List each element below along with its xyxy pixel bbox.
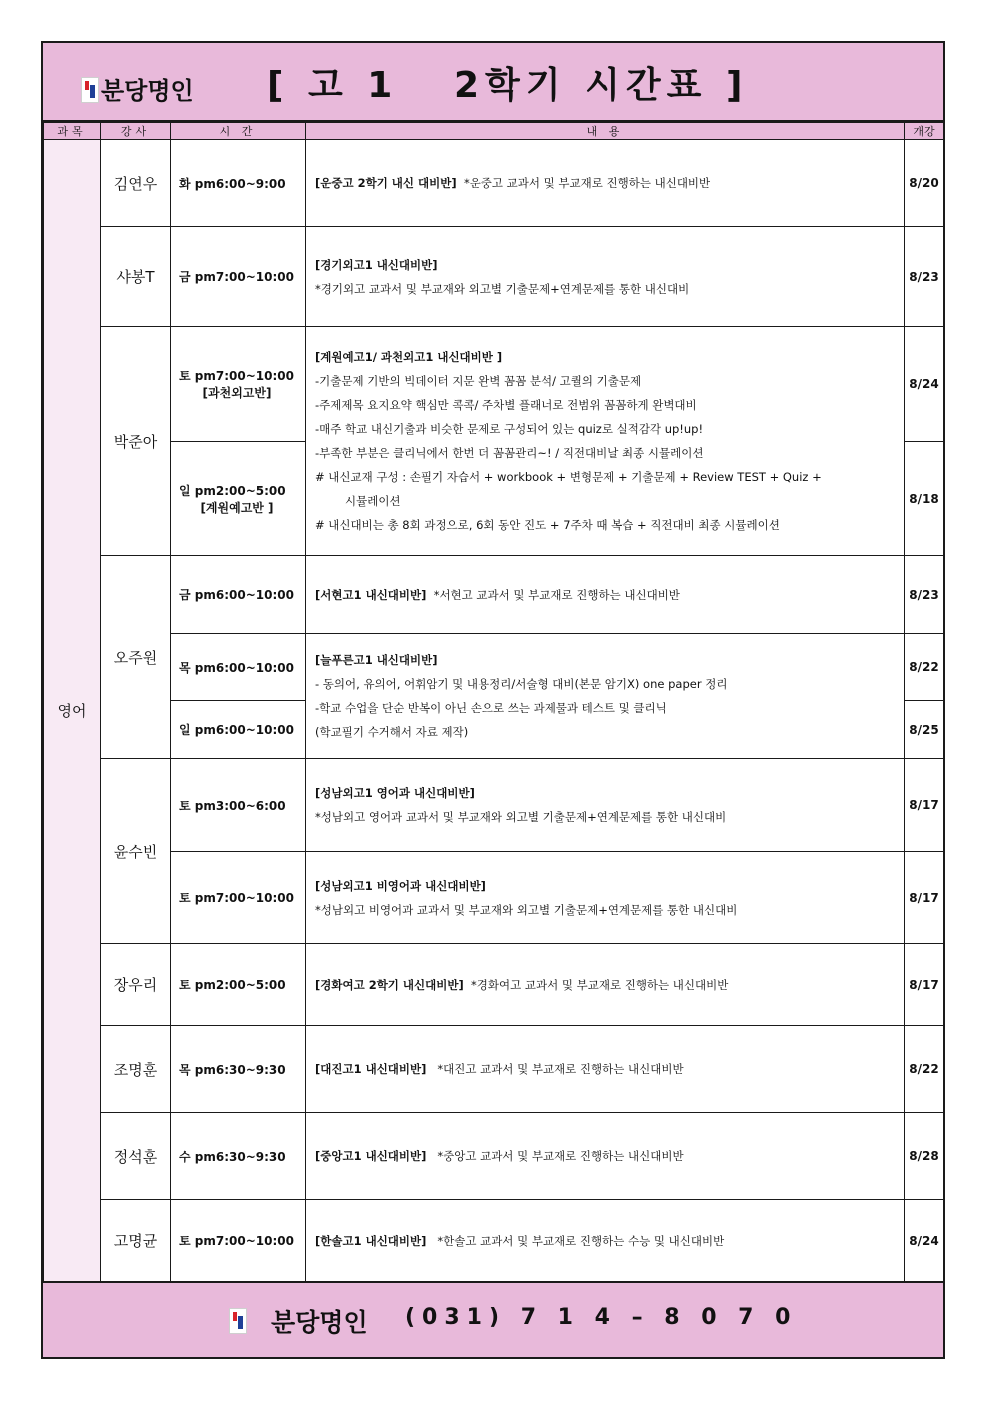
course-line: - 동의어, 유의어, 어휘암기 및 내용정리/서술형 대비(본문 암기X) one paper 정리 xyxy=(315,677,728,691)
subject-cell: 영어 xyxy=(44,140,101,1282)
content-cell xyxy=(306,327,905,556)
course-title: [대진고1 내신대비반] xyxy=(315,1062,427,1076)
time-cell: 토 pm3:00~6:00 xyxy=(171,759,306,852)
time-cell: 금 pm6:00~10:00 xyxy=(171,556,306,634)
open-date: 8/22 xyxy=(905,634,944,701)
footer xyxy=(43,1281,943,1357)
course-line: # 내신대비는 총 8회 과정으로, 6회 동안 진도 + 7주차 때 복습 + 직전대비 최종 시뮬레이션 xyxy=(315,518,780,532)
teacher-cell: 샤봉T xyxy=(101,227,171,327)
content-cell xyxy=(306,227,905,327)
page-title: [ 고 1 2학기 시간표 ] xyxy=(267,65,749,106)
teacher-cell: 정석훈 xyxy=(101,1113,171,1200)
course-desc: *성남외고 영어과 교과서 및 부교재와 외고별 기출문제+연계문제를 통한 내신대비 xyxy=(315,810,727,824)
course-desc: *중앙고 교과서 및 부교재로 진행하는 내신대비반 xyxy=(437,1149,684,1163)
course-desc: *서현고 교과서 및 부교재로 진행하는 내신대비반 xyxy=(433,587,680,602)
course-title: [계원예고1/ 과천외고1 내신대비반 ] xyxy=(315,350,503,364)
course-desc: *성남외고 비영어과 교과서 및 부교재와 외고별 기출문제+연계문제를 통한 내신대비 xyxy=(315,902,738,917)
course-title: [한솔고1 내신대비반] xyxy=(315,1233,427,1248)
time-sub: [계원예고반 ] xyxy=(200,500,274,515)
content-cell xyxy=(306,852,905,944)
table-row xyxy=(44,1200,944,1282)
phone-number: (031) 7 1 4 – 8 0 7 0 xyxy=(405,1305,798,1330)
table-row xyxy=(44,759,944,852)
content-cell xyxy=(306,1113,905,1200)
teacher-cell: 박준아 xyxy=(101,327,171,556)
course-desc: *운중고 교과서 및 부교재로 진행하는 내신대비반 xyxy=(463,176,711,190)
open-date: 8/17 xyxy=(905,759,944,852)
teacher-cell: 조명훈 xyxy=(101,1026,171,1113)
course-title: [경화여고 2학기 내신대비반] xyxy=(315,977,464,992)
open-date: 8/20 xyxy=(905,140,944,227)
header-brand: 분당명인 xyxy=(101,77,194,105)
teacher-cell: 윤수빈 xyxy=(101,759,171,944)
content-cell xyxy=(306,1200,905,1282)
course-line: 시뮬레이션 xyxy=(345,494,401,508)
table-row xyxy=(44,1113,944,1200)
time-cell: 토 pm7:00~10:00 xyxy=(171,852,306,944)
content-cell xyxy=(306,944,905,1026)
course-title: [늘푸른고1 내신대비반] xyxy=(315,653,438,667)
course-title: [운중고 2학기 내신 대비반] xyxy=(315,176,457,190)
course-desc: *경기외고 교과서 및 부교재와 외고별 기출문제+연계문제를 통한 내신대비 xyxy=(315,281,690,296)
open-date: 8/23 xyxy=(905,556,944,634)
time-sub: [과천외고반] xyxy=(202,386,272,400)
header xyxy=(43,43,943,122)
time-cell: 토 pm2:00~5:00 xyxy=(171,944,306,1026)
course-line: -매주 학교 내신기출과 비슷한 문제로 구성되어 있는 quiz로 실적감각 up!up! xyxy=(315,422,704,436)
teacher-cell: 고명균 xyxy=(101,1200,171,1282)
course-desc: *경화여고 교과서 및 부교재로 진행하는 내신대비반 xyxy=(471,977,729,992)
footer-brand: 분당명인 xyxy=(271,1308,368,1337)
open-date: 8/18 xyxy=(905,442,944,556)
time-cell: 목 pm6:30~9:30 xyxy=(171,1026,306,1113)
open-date: 8/28 xyxy=(905,1113,944,1200)
table-row xyxy=(44,1026,944,1113)
teacher-cell: 김연우 xyxy=(101,140,171,227)
col-subject: 과목 xyxy=(44,123,101,140)
course-title: [성남외고1 비영어과 내신대비반] xyxy=(315,878,486,893)
open-date: 8/24 xyxy=(905,1200,944,1282)
col-teacher: 강사 xyxy=(101,123,171,140)
table-row xyxy=(44,852,944,944)
time-cell: 금 pm7:00~10:00 xyxy=(171,227,306,327)
course-title: [서현고1 내신대비반] xyxy=(315,587,427,602)
course-desc: *대진고 교과서 및 부교재로 진행하는 내신대비반 xyxy=(437,1062,684,1076)
open-date: 8/25 xyxy=(905,701,944,759)
time-cell: 수 pm6:30~9:30 xyxy=(171,1113,306,1200)
time-text: 일 pm2:00~5:00 xyxy=(179,483,286,498)
table-row xyxy=(44,227,944,327)
course-line: -학교 수업을 단순 반복이 아닌 손으로 쓰는 과제물과 테스트 및 클리닉 xyxy=(315,701,667,715)
col-open: 개강 xyxy=(905,123,944,140)
open-date: 8/17 xyxy=(905,944,944,1026)
time-cell xyxy=(171,327,306,442)
time-cell: 토 pm7:00~10:00 xyxy=(171,1200,306,1282)
time-cell: 화 pm6:00~9:00 xyxy=(171,140,306,227)
table-header-row xyxy=(44,123,944,140)
course-title: [성남외고1 영어과 내신대비반] xyxy=(315,786,475,800)
teacher-cell: 오주원 xyxy=(101,556,171,759)
table-row xyxy=(44,556,944,634)
content-cell xyxy=(306,759,905,852)
open-date: 8/22 xyxy=(905,1026,944,1113)
time-text: 토 pm7:00~10:00 xyxy=(179,369,294,383)
table-row xyxy=(44,327,944,442)
open-date: 8/24 xyxy=(905,327,944,442)
course-line: -주제제목 요지요약 핵심만 콕콕/ 주차별 플래너로 전범위 꼼꼼하게 완벽대비 xyxy=(315,398,697,412)
col-time: 시 간 xyxy=(171,123,306,140)
time-cell: 일 pm6:00~10:00 xyxy=(171,701,306,759)
content-cell xyxy=(306,556,905,634)
open-date: 8/23 xyxy=(905,227,944,327)
time-cell: 목 pm6:00~10:00 xyxy=(171,634,306,701)
time-cell xyxy=(171,442,306,556)
course-line: -부족한 부분은 클리닉에서 한번 더 꼼꼼관리~! / 직전대비날 최종 시뮬레이션 xyxy=(315,446,704,460)
timetable-frame xyxy=(41,41,945,1359)
content-cell xyxy=(306,1026,905,1113)
teacher-cell: 장우리 xyxy=(101,944,171,1026)
table-row xyxy=(44,140,944,227)
open-date: 8/17 xyxy=(905,852,944,944)
col-content: 내 용 xyxy=(306,123,905,140)
course-line: # 내신교재 구성 : 손필기 자습서 + workbook + 변형문제 + 기출문제 + Review TEST + Quiz + xyxy=(315,470,822,484)
course-line: (학교필기 수거해서 자료 제작) xyxy=(315,725,469,739)
table-row xyxy=(44,944,944,1026)
course-desc: *한솔고 교과서 및 부교재로 진행하는 수능 및 내신대비반 xyxy=(437,1233,725,1248)
logo-icon xyxy=(229,1308,247,1334)
course-title: [중앙고1 내신대비반] xyxy=(315,1149,427,1163)
course-line: -기출문제 기반의 빅데이터 지문 완벽 꼼꼼 분석/ 고퀄의 기출문제 xyxy=(315,374,642,388)
content-cell xyxy=(306,140,905,227)
content-cell xyxy=(306,634,905,759)
schedule-table xyxy=(43,122,944,1282)
table-row xyxy=(44,634,944,701)
logo-icon xyxy=(81,77,99,103)
course-title: [경기외고1 내신대비반] xyxy=(315,257,438,272)
